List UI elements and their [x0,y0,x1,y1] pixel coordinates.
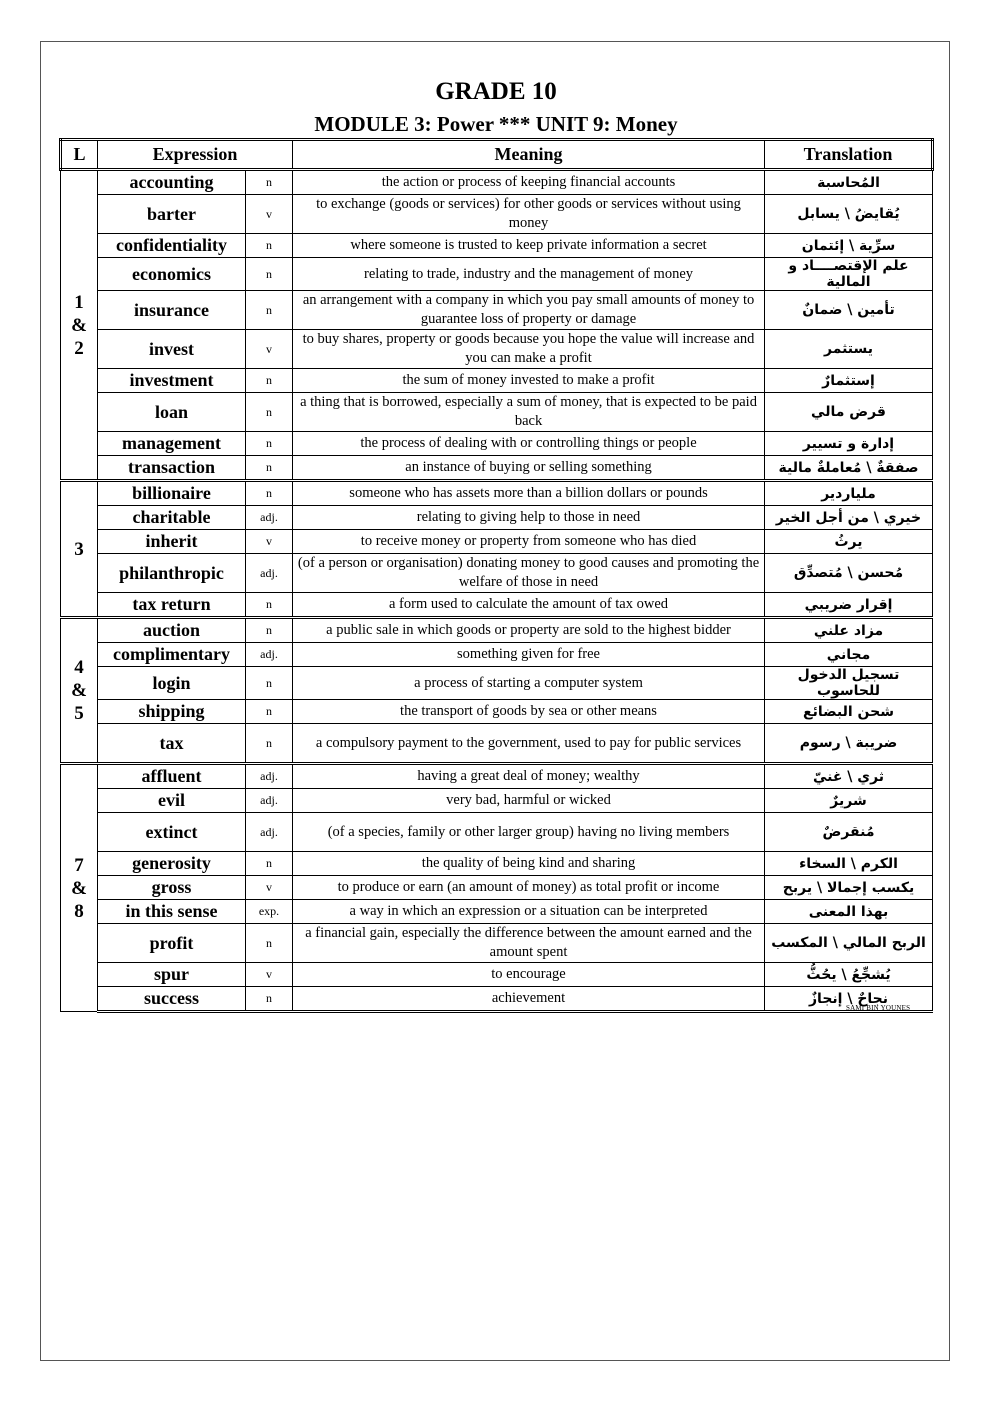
meaning-cell: relating to trade, industry and the management of money [293,258,765,291]
part-of-speech-cell: n [246,852,293,876]
translation-cell: ضريبة \ رسوم [765,724,933,764]
expression-cell: accounting [98,170,246,195]
part-of-speech-cell: n [246,724,293,764]
expression-cell: gross [98,876,246,900]
expression-cell: inherit [98,530,246,554]
table-row [61,291,933,330]
expression-cell: transaction [98,456,246,481]
expression-cell: insurance [98,291,246,330]
translation-cell: مزاد علني [765,618,933,643]
translation-cell: الكرم \ السخاء [765,852,933,876]
translation-cell: نجاحٌ \ إنجازٌ [765,987,933,1012]
header-translation: Translation [765,140,933,170]
table-body [61,170,933,1012]
part-of-speech-cell: n [246,987,293,1012]
translation-cell: تسجيل الدخول للحاسوب [765,667,933,700]
part-of-speech-cell: n [246,618,293,643]
table-row [61,530,933,554]
table-row [61,234,933,258]
translation-cell: إستثمارٌ [765,369,933,393]
meaning-cell: (of a species, family or other larger group) having no living members [293,813,765,852]
translation-cell: بهذا المعنى [765,900,933,924]
expression-cell: complimentary [98,643,246,667]
page-subtitle: MODULE 3: Power *** UNIT 9: Money [314,112,678,136]
translation-cell: الربح المالي \ المكسب [765,924,933,963]
table-row [61,432,933,456]
expression-cell: profit [98,924,246,963]
part-of-speech-cell: v [246,530,293,554]
expression-cell: affluent [98,764,246,789]
meaning-cell: a financial gain, especially the difference between the amount earned and the amount spent [293,924,765,963]
translation-cell: مُحسن \ مُتصدِّق [765,554,933,593]
expression-cell: barter [98,195,246,234]
meaning-cell: a form used to calculate the amount of tax owed [293,593,765,618]
expression-cell: billionaire [98,481,246,506]
part-of-speech-cell: n [246,700,293,724]
table-row [61,813,933,852]
part-of-speech-cell: n [246,924,293,963]
translation-cell: مُنقرضٌ [765,813,933,852]
table-row [61,481,933,506]
table-row [61,724,933,764]
table-row [61,876,933,900]
meaning-cell: someone who has assets more than a billion dollars or pounds [293,481,765,506]
expression-cell: auction [98,618,246,643]
translation-cell: مجاني [765,643,933,667]
meaning-cell: achievement [293,987,765,1012]
translation-cell: إدارة و تسيير [765,432,933,456]
meaning-cell: the process of dealing with or controlling things or people [293,432,765,456]
translation-cell: ملياردير [765,481,933,506]
author-signature: SAMI BIN YOUNES [846,1004,911,1012]
meaning-cell: an arrangement with a company in which you pay small amounts of money to guarantee loss of property or damage [293,291,765,330]
expression-cell: management [98,432,246,456]
part-of-speech-cell: adj. [246,813,293,852]
table-row [61,554,933,593]
translation-cell: يُشجِّعُ \ يحُثُّ [765,963,933,987]
part-of-speech-cell: adj. [246,789,293,813]
translation-cell: المُحاسبة [765,170,933,195]
expression-cell: loan [98,393,246,432]
meaning-cell: a public sale in which goods or property are sold to the highest bidder [293,618,765,643]
meaning-cell: to produce or earn (an amount of money) as total profit or income [293,876,765,900]
header-meaning: Meaning [293,140,765,170]
header-level: L [61,140,98,170]
translation-cell: صفقةٌ \ مُعاملةٌ مالية [765,456,933,481]
part-of-speech-cell: n [246,369,293,393]
expression-cell: generosity [98,852,246,876]
table-row [61,195,933,234]
meaning-cell: where someone is trusted to keep private information a secret [293,234,765,258]
table-row [61,258,933,291]
expression-cell: investment [98,369,246,393]
table-row [61,789,933,813]
meaning-cell: a thing that is borrowed, especially a sum of money, that is expected to be paid back [293,393,765,432]
translation-cell: يرثُ [765,530,933,554]
expression-cell: success [98,987,246,1012]
part-of-speech-cell: n [246,667,293,700]
translation-cell: شحن البضائع [765,700,933,724]
part-of-speech-cell: v [246,876,293,900]
translation-cell: يكسب إجمالا \ يربح [765,876,933,900]
meaning-cell: to receive money or property from someone who has died [293,530,765,554]
expression-cell: philanthropic [98,554,246,593]
part-of-speech-cell: n [246,393,293,432]
header-expression: Expression [98,140,293,170]
part-of-speech-cell: exp. [246,900,293,924]
table-row [61,987,933,1012]
expression-cell: tax return [98,593,246,618]
part-of-speech-cell: v [246,963,293,987]
meaning-cell: a process of starting a computer system [293,667,765,700]
expression-cell: in this sense [98,900,246,924]
table-row [61,506,933,530]
table-row [61,456,933,481]
table-row [61,900,933,924]
expression-cell: invest [98,330,246,369]
meaning-cell: very bad, harmful or wicked [293,789,765,813]
table-row [61,393,933,432]
meaning-cell: the transport of goods by sea or other means [293,700,765,724]
lesson-label: 1 & 2 [61,170,98,481]
part-of-speech-cell: adj. [246,554,293,593]
meaning-cell: to exchange (goods or services) for other goods or services without using money [293,195,765,234]
part-of-speech-cell: n [246,258,293,291]
meaning-cell: the sum of money invested to make a profit [293,369,765,393]
table-row [61,963,933,987]
meaning-cell: the quality of being kind and sharing [293,852,765,876]
part-of-speech-cell: adj. [246,506,293,530]
expression-cell: confidentiality [98,234,246,258]
lesson-label: 4 & 5 [61,618,98,764]
table-row [61,764,933,789]
table-row [61,330,933,369]
translation-cell: ثري \ غنيّ [765,764,933,789]
page-title: GRADE 10 [435,78,557,105]
lesson-label: 7 & 8 [61,764,98,1012]
part-of-speech-cell: n [246,170,293,195]
translation-cell: يستثمر [765,330,933,369]
translation-cell: إقرار ضريبي [765,593,933,618]
table-row [61,369,933,393]
translation-cell: سرِّية \ إئتمان [765,234,933,258]
table-row [61,643,933,667]
meaning-cell: to encourage [293,963,765,987]
expression-cell: spur [98,963,246,987]
expression-cell: extinct [98,813,246,852]
translation-cell: يُقايضُ \ يسابل [765,195,933,234]
meaning-cell: an instance of buying or selling something [293,456,765,481]
meaning-cell: having a great deal of money; wealthy [293,764,765,789]
table-row [61,852,933,876]
part-of-speech-cell: adj. [246,764,293,789]
table-row [61,618,933,643]
translation-cell: تأمين \ ضمانٌ [765,291,933,330]
lesson-label: 3 [61,481,98,618]
part-of-speech-cell: v [246,330,293,369]
expression-cell: evil [98,789,246,813]
meaning-cell: (of a person or organisation) donating money to good causes and promoting the welfare of those in need [293,554,765,593]
expression-cell: login [98,667,246,700]
meaning-cell: relating to giving help to those in need [293,506,765,530]
meaning-cell: the action or process of keeping financial accounts [293,170,765,195]
expression-cell: charitable [98,506,246,530]
table-row [61,667,933,700]
part-of-speech-cell: n [246,456,293,481]
translation-cell: قرض مالي [765,393,933,432]
table-row [61,593,933,618]
expression-cell: shipping [98,700,246,724]
expression-cell: economics [98,258,246,291]
part-of-speech-cell: n [246,432,293,456]
part-of-speech-cell: n [246,291,293,330]
translation-cell: شريرٌ [765,789,933,813]
table-header-row [61,140,933,170]
part-of-speech-cell: n [246,593,293,618]
translation-cell: خيري \ من أجل الخير [765,506,933,530]
meaning-cell: a compulsory payment to the government, used to pay for public services [293,724,765,764]
part-of-speech-cell: adj. [246,643,293,667]
meaning-cell: a way in which an expression or a situation can be interpreted [293,900,765,924]
expression-cell: tax [98,724,246,764]
table-row [61,170,933,195]
part-of-speech-cell: n [246,481,293,506]
translation-cell: علم الإقتصــــاد و المالية [765,258,933,291]
meaning-cell: to buy shares, property or goods because you hope the value will increase and you can make a profit [293,330,765,369]
meaning-cell: something given for free [293,643,765,667]
part-of-speech-cell: v [246,195,293,234]
part-of-speech-cell: n [246,234,293,258]
vocabulary-table [59,138,934,1013]
table-row [61,700,933,724]
table-row [61,924,933,963]
